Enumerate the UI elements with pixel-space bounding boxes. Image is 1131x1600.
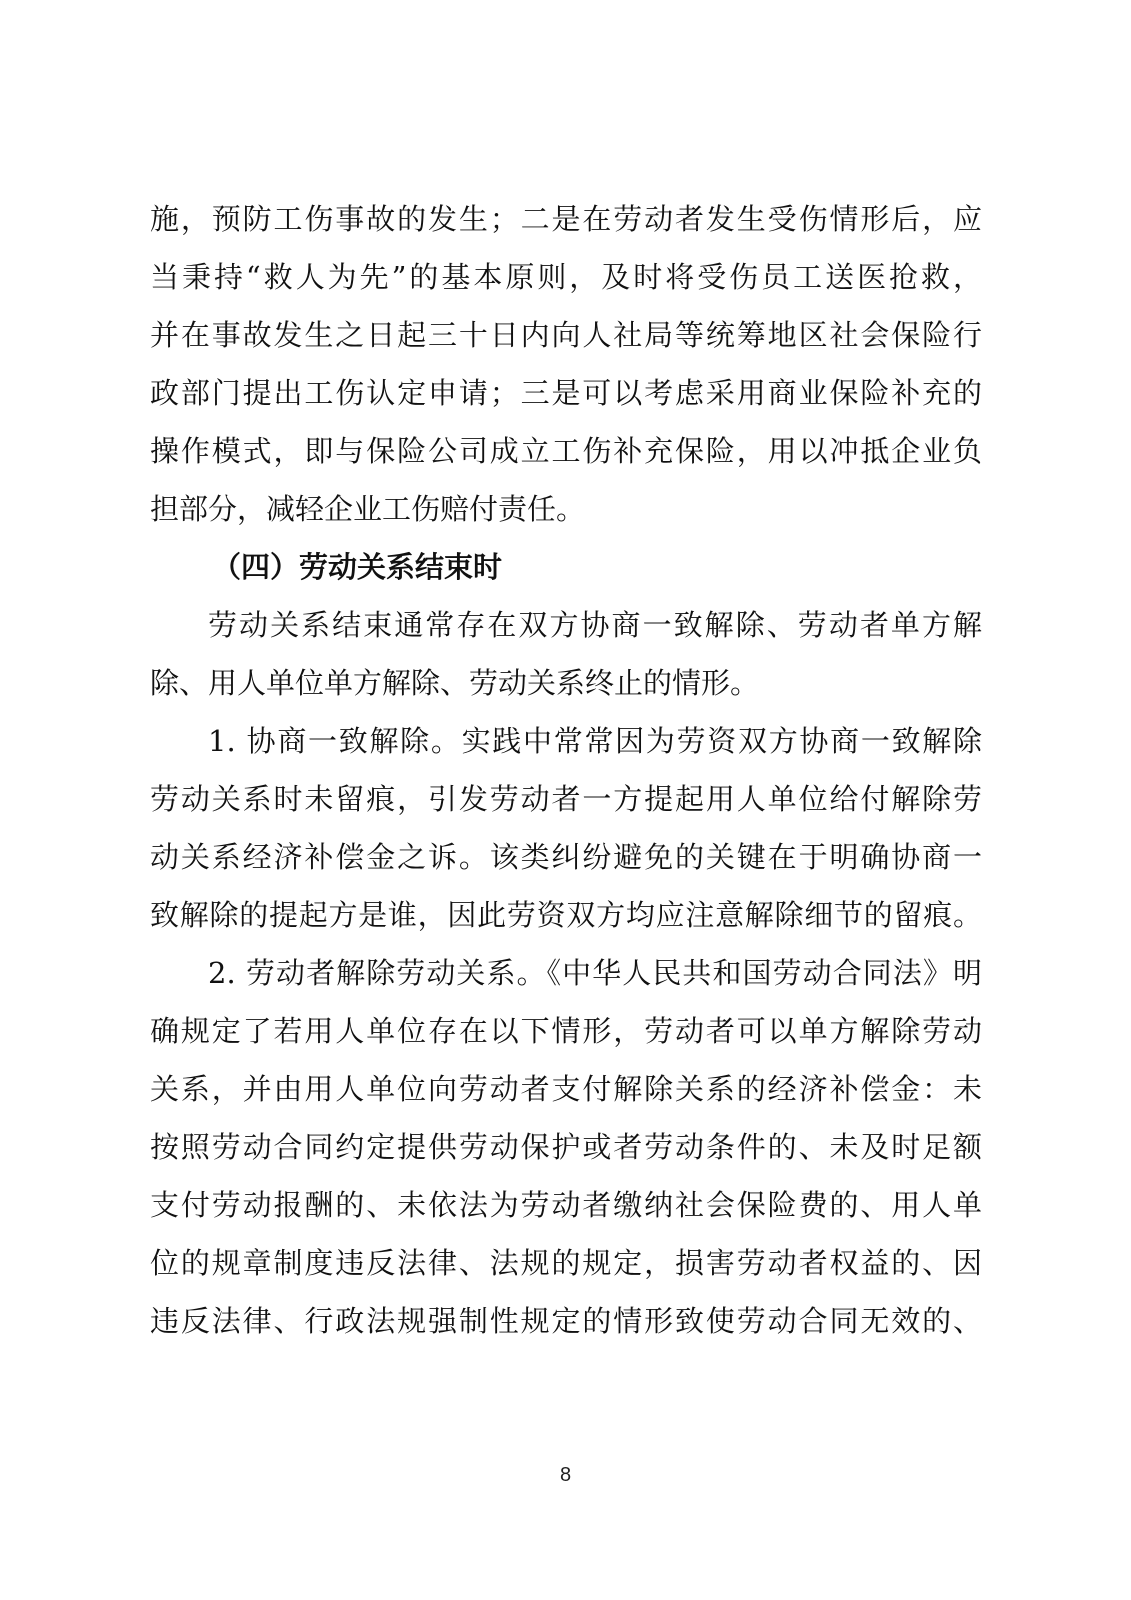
text-line: 担部分，减轻企业工伤赔付责任。: [150, 492, 586, 526]
text-line: 位的规章制度违反法律、法规的规定，损害劳动者权益的、因: [150, 1246, 982, 1280]
text-line: 劳动关系时未留痕，引发劳动者一方提起用人单位给付解除劳: [150, 782, 982, 816]
text-line: 当秉持“救人为先”的基本原则，及时将受伤员工送医抢救，: [150, 260, 982, 294]
text-line: 1. 协商一致解除。实践中常常因为劳资双方协商一致解除: [208, 724, 982, 758]
section-heading-text: （四）劳动关系结束时: [212, 550, 503, 584]
text-line: 操作模式，即与保险公司成立工伤补充保险，用以冲抵企业负: [150, 434, 982, 468]
page-number: 8: [559, 1464, 572, 1486]
paragraph-continuation: [150, 190, 982, 538]
text-line: 动关系经济补偿金之诉。该类纠纷避免的关键在于明确协商一: [150, 840, 982, 874]
paragraph: [150, 712, 982, 944]
text-line: 确规定了若用人单位存在以下情形，劳动者可以单方解除劳动: [150, 1014, 982, 1048]
paragraph: [150, 944, 982, 1350]
section-heading: [150, 538, 982, 596]
text-line: 支付劳动报酬的、未依法为劳动者缴纳社会保险费的、用人单: [150, 1188, 982, 1222]
text-line: 按照劳动合同约定提供劳动保护或者劳动条件的、未及时足额: [150, 1130, 982, 1164]
text-line: 致解除的提起方是谁，因此劳资双方均应注意解除细节的留痕。: [150, 898, 982, 932]
document-body: [150, 190, 982, 1350]
text-line: 并在事故发生之日起三十日内向人社局等统筹地区社会保险行: [150, 318, 982, 352]
text-line: 2. 劳动者解除劳动关系。《中华人民共和国劳动合同法》明: [208, 956, 982, 990]
text-line: 政部门提出工伤认定申请；三是可以考虑采用商业保险补充的: [150, 376, 982, 410]
text-line: 违反法律、行政法规强制性规定的情形致使劳动合同无效的、: [150, 1304, 982, 1338]
text-line: 关系，并由用人单位向劳动者支付解除关系的经济补偿金：未: [150, 1072, 982, 1106]
paragraph: [150, 596, 982, 712]
text-line: 劳动关系结束通常存在双方协商一致解除、劳动者单方解: [208, 608, 982, 642]
text-line: 除、用人单位单方解除、劳动关系终止的情形。: [150, 666, 760, 700]
text-line: 施，预防工伤事故的发生；二是在劳动者发生受伤情形后，应: [150, 202, 982, 236]
